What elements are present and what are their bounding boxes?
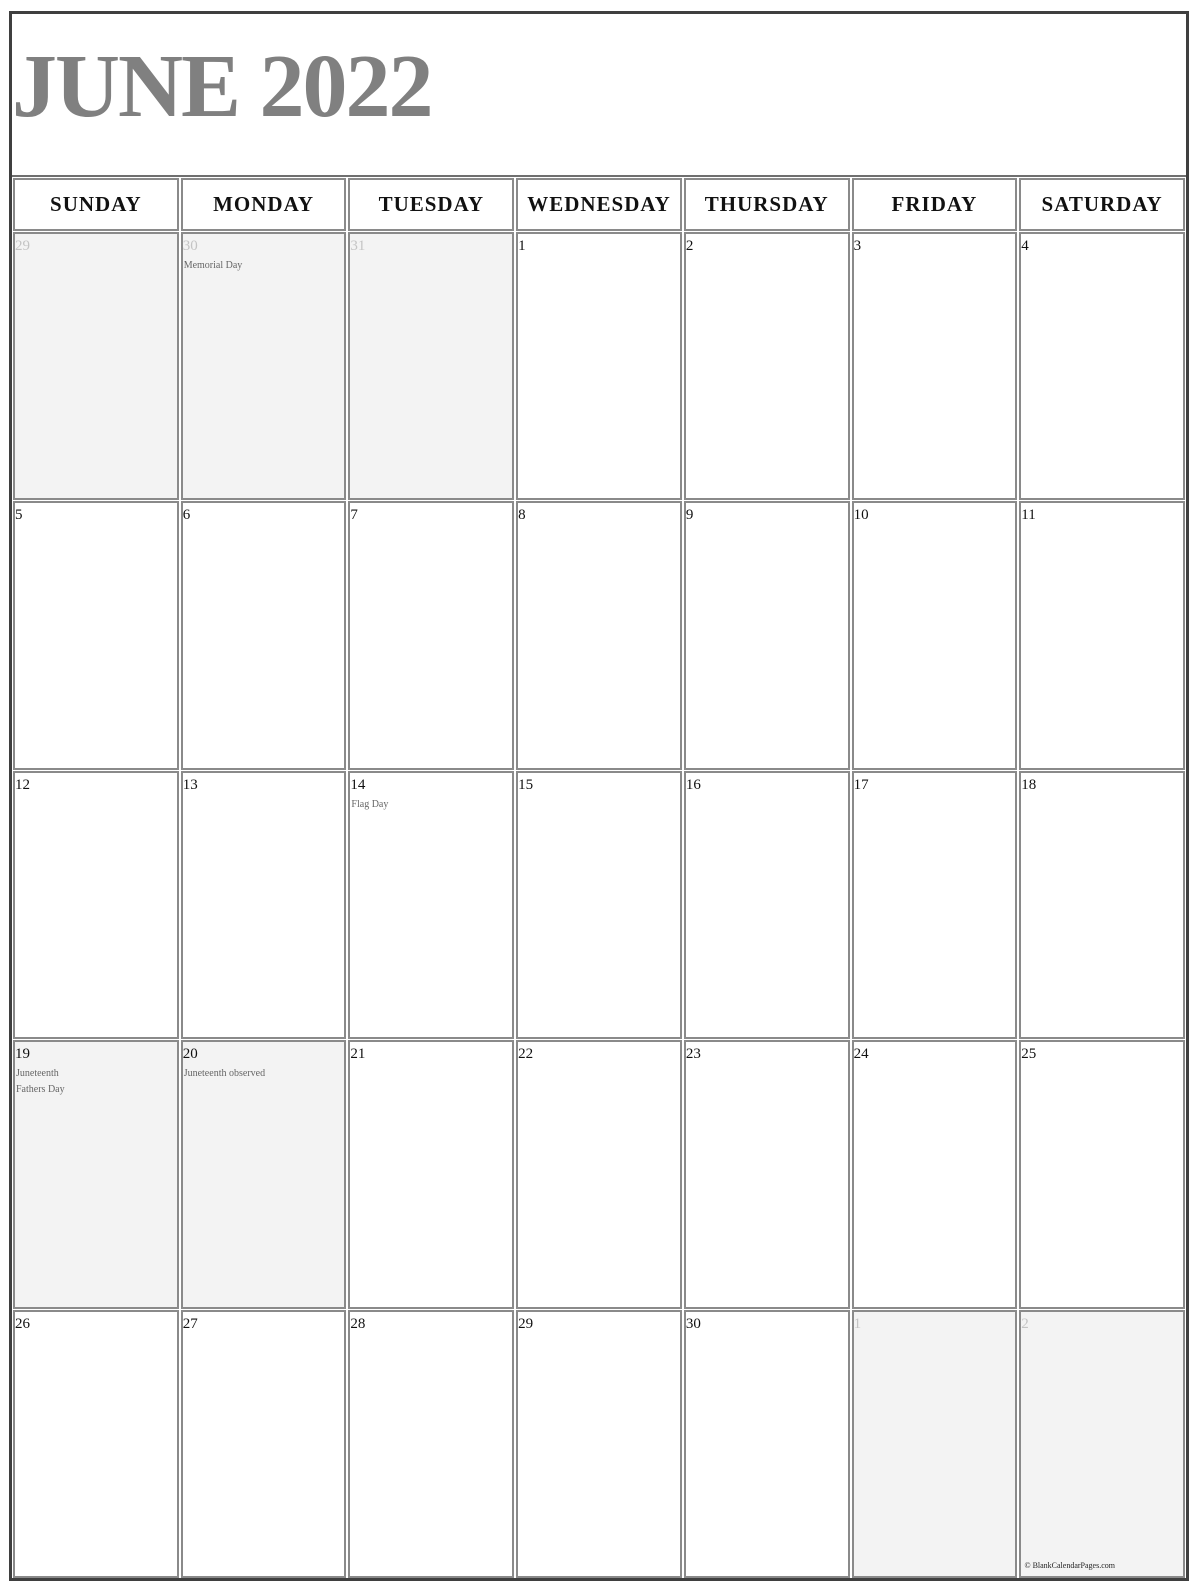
day-number: 5: [15, 507, 23, 524]
day-number: 11: [1021, 507, 1036, 524]
day-cell[interactable]: [684, 1310, 850, 1578]
day-cell[interactable]: [13, 501, 179, 769]
copyright-credit: © BlankCalendarPages.com: [1024, 1560, 1115, 1570]
day-number: 29: [15, 238, 30, 254]
day-cell[interactable]: [852, 1310, 1018, 1578]
day-number: 12: [15, 776, 30, 793]
day-number: 14: [350, 776, 366, 793]
day-cell[interactable]: [516, 1040, 682, 1308]
day-number: 26: [15, 1315, 30, 1332]
day-number: 23: [685, 1046, 701, 1063]
day-number: 30: [182, 238, 198, 254]
day-number: 15: [518, 776, 534, 793]
event-list: [184, 1066, 265, 1082]
day-cell[interactable]: [13, 1310, 179, 1578]
calendar-title: JUNE 2022: [12, 37, 432, 136]
day-cell[interactable]: [852, 771, 1018, 1039]
holiday-label: Juneteenth: [16, 1068, 59, 1080]
day-number: 8: [518, 507, 526, 524]
day-cell[interactable]: [1019, 771, 1185, 1039]
day-cell[interactable]: [13, 1040, 179, 1308]
day-number: 25: [1021, 1046, 1037, 1063]
holiday-label: Memorial Day: [183, 260, 243, 271]
day-number: 7: [350, 507, 358, 524]
day-number: 9: [685, 507, 694, 524]
day-number: 22: [518, 1046, 534, 1063]
day-number: 16: [685, 776, 701, 793]
day-cell[interactable]: [684, 232, 850, 500]
day-number: 1: [853, 1315, 862, 1332]
weekday-header-friday: FRIDAY: [852, 178, 1018, 231]
day-cell[interactable]: [181, 232, 347, 500]
day-number: 31: [350, 238, 366, 254]
day-cell[interactable]: [348, 232, 514, 500]
day-cell[interactable]: [516, 232, 682, 500]
day-cell[interactable]: [852, 501, 1018, 769]
day-number: 20: [182, 1046, 198, 1063]
day-cell[interactable]: [181, 1310, 347, 1578]
day-cell[interactable]: [852, 1040, 1018, 1308]
day-number: 13: [182, 776, 198, 793]
day-cell[interactable]: [181, 1040, 347, 1308]
title-area: [12, 14, 1186, 176]
event-list: [351, 797, 388, 813]
day-cell[interactable]: [181, 771, 347, 1039]
day-cell[interactable]: [348, 501, 514, 769]
holiday-label: Fathers Day: [16, 1084, 65, 1096]
day-cell[interactable]: [1019, 501, 1185, 769]
day-number: 18: [1021, 776, 1037, 793]
day-cell[interactable]: [1019, 1040, 1185, 1308]
day-number: 30: [685, 1315, 701, 1332]
day-number: 24: [853, 1046, 869, 1063]
day-number: 21: [350, 1046, 366, 1063]
title-divider: [12, 175, 1186, 177]
day-number: 17: [853, 776, 869, 793]
weekday-header-tuesday: TUESDAY: [348, 178, 514, 231]
day-cell[interactable]: [13, 232, 179, 500]
day-number: 10: [853, 507, 869, 524]
day-cell[interactable]: [516, 1310, 682, 1578]
day-cell[interactable]: [348, 1040, 514, 1308]
day-cell[interactable]: [348, 771, 514, 1039]
day-number: 4: [1021, 238, 1029, 254]
day-cell[interactable]: [516, 771, 682, 1039]
day-cell[interactable]: [684, 1040, 850, 1308]
day-cell[interactable]: [348, 1310, 514, 1578]
day-number: 2: [1021, 1315, 1029, 1332]
holiday-label: Flag Day: [351, 798, 389, 810]
day-cell[interactable]: [181, 501, 347, 769]
day-number: 3: [853, 238, 862, 254]
day-number: 29: [518, 1315, 534, 1332]
day-number: 28: [350, 1315, 366, 1332]
weekday-header-sunday: SUNDAY: [13, 178, 179, 231]
day-cell[interactable]: [516, 501, 682, 769]
day-number: 6: [182, 507, 191, 524]
day-number: 1: [518, 238, 526, 254]
day-number: 19: [15, 1046, 30, 1063]
event-list: [184, 258, 243, 274]
day-cell[interactable]: [13, 771, 179, 1039]
day-number: 27: [182, 1315, 198, 1332]
weekday-header-monday: MONDAY: [181, 178, 347, 231]
day-cell[interactable]: [1019, 232, 1185, 500]
weekday-header-wednesday: WEDNESDAY: [516, 178, 682, 231]
day-cell[interactable]: [684, 501, 850, 769]
day-number: 2: [685, 238, 694, 254]
calendar-grid: [12, 178, 1186, 1578]
event-list: [16, 1066, 65, 1098]
day-cell[interactable]: [1019, 1310, 1185, 1578]
holiday-label: Juneteenth observed: [183, 1068, 266, 1080]
weekday-header-saturday: SATURDAY: [1019, 178, 1185, 231]
day-cell[interactable]: [852, 232, 1018, 500]
day-cell[interactable]: [684, 771, 850, 1039]
weekday-header-thursday: THURSDAY: [684, 178, 850, 231]
